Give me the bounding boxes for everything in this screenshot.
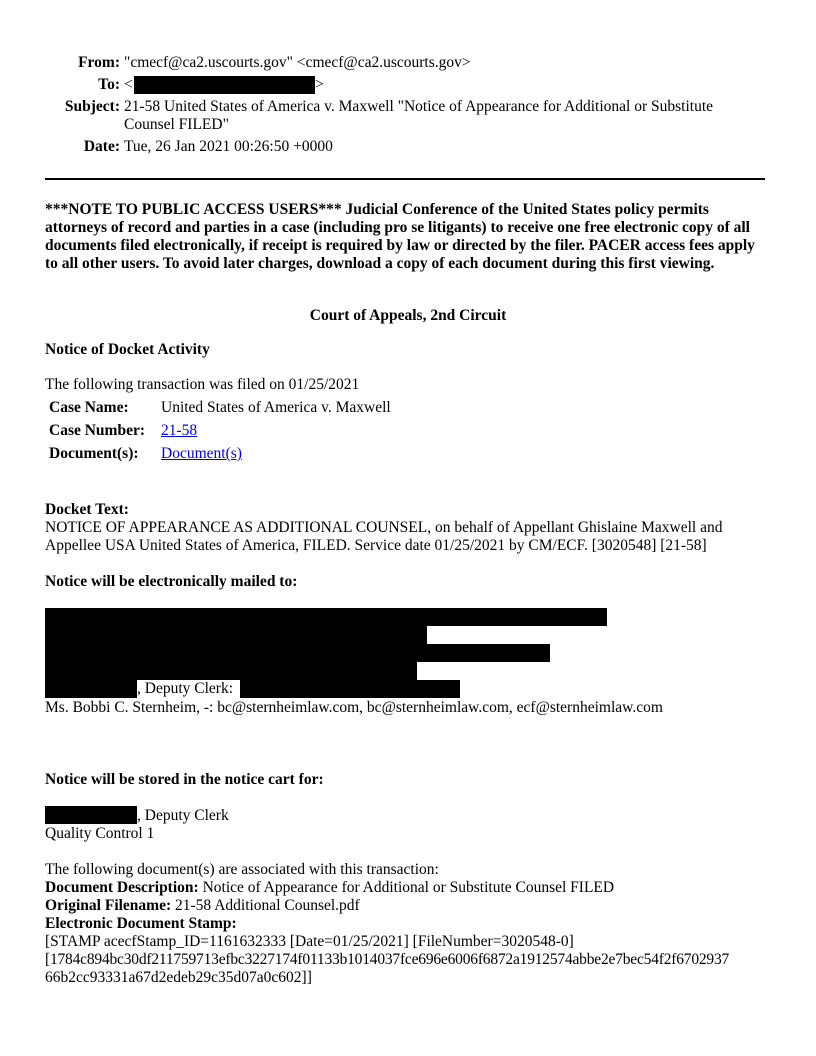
date-value: Tue, 26 Jan 2021 00:26:50 +0000 [124,138,333,155]
stored-deputy-clerk: , Deputy Clerk [137,807,229,824]
redaction-bar [45,662,417,680]
date-label: Date: [83,138,120,155]
case-number-link[interactable]: 21-58 [161,422,198,439]
court-name: Court of Appeals, 2nd Circuit [309,307,507,324]
redaction-bar [240,680,460,698]
redaction-bar [45,608,607,626]
stamp-line-3: 66b2cc93331a67d2edeb29c35d07a0c602]] [45,969,312,986]
mailed-heading: Notice will be electronically mailed to: [45,573,298,590]
public-access-note: ***NOTE TO PUBLIC ACCESS USERS*** Judicial Conference of the United States policy permits attorneys of record and parties in a case (including pro se litigants) to receive one free electronic copy of all documents filed electronically, if receipt is required by law or directed by the filer. PACER access fees apply to all other users. To avoid later charges, download a copy of each document during this first viewing. [45,201,755,272]
case-number-row [45,422,197,440]
subject-line-2: Counsel FILED" [124,116,229,133]
original-filename-value: 21-58 Additional Counsel.pdf [171,897,360,914]
stamp-label: Electronic Document Stamp: [45,915,237,932]
header-divider [45,178,765,180]
case-name-label: Case Name: [49,399,129,416]
document-description-label: Document Description: [45,879,199,896]
from-label: From: [78,54,120,71]
associated-documents-text: The following document(s) are associated with this transaction: [45,861,439,878]
stored-quality-control: Quality Control 1 [45,825,155,842]
documents-row [45,445,242,463]
from-row [0,54,800,72]
redaction-bar [45,806,137,824]
case-number-label: Case Number: [49,422,145,439]
stamp-line-1: [STAMP acecfStamp_ID=1161632333 [Date=01/25/2021] [FileNumber=3020548-0] [45,933,574,950]
date-row [0,138,800,156]
docket-text-line-2: Appellee USA United States of America, FILED. Service date 01/25/2021 by CM/ECF. [3020548] [21-58] [45,537,707,554]
redaction-bar [45,626,427,644]
case-name-value: United States of America v. Maxwell [161,399,391,416]
transaction-text: The following transaction was filed on 01/25/2021 [45,376,360,393]
redaction-bar [45,680,137,698]
redaction-bar [45,644,550,662]
subject-label: Subject: [64,98,120,115]
subject-line-1: 21-58 United States of America v. Maxwell "Notice of Appearance for Additional or Substitute [124,98,714,115]
stamp-line-2: [1784c894bc30df211759713efbc3227174f01133b1014037fce696e6006f6872a1912574abbe2e7bec54f2f6702937 [45,951,730,968]
mailed-deputy-clerk: , Deputy Clerk: [137,680,233,697]
stored-heading: Notice will be stored in the notice cart for: [45,771,324,788]
docket-activity-heading: Notice of Docket Activity [45,341,210,358]
to-label: To: [98,76,120,93]
subject-row [0,98,800,134]
redaction-bar [134,76,315,94]
from-value: "cmecf@ca2.uscourts.gov" <cmecf@ca2.uscourts.gov> [124,54,471,71]
original-filename-label: Original Filename: [45,897,172,914]
documents-link[interactable]: Document(s) [161,445,242,462]
mailed-sternheim: Ms. Bobbi C. Sternheim, -: bc@sternheimlaw.com, bc@sternheimlaw.com, ecf@sternheimlaw.com [45,699,663,716]
document-description-row [45,879,614,897]
original-filename-row [45,897,360,915]
document-description-value: Notice of Appearance for Additional or Substitute Counsel FILED [198,879,615,896]
case-name-row [45,399,391,417]
to-prefix: < [124,76,133,93]
docket-text-label: Docket Text: [45,501,129,518]
to-row [0,76,800,94]
docket-text-line-1: NOTICE OF APPEARANCE AS ADDITIONAL COUNSEL, on behalf of Appellant Ghislaine Maxwell and [45,519,723,536]
to-suffix: > [315,76,324,93]
documents-label: Document(s): [49,445,139,462]
